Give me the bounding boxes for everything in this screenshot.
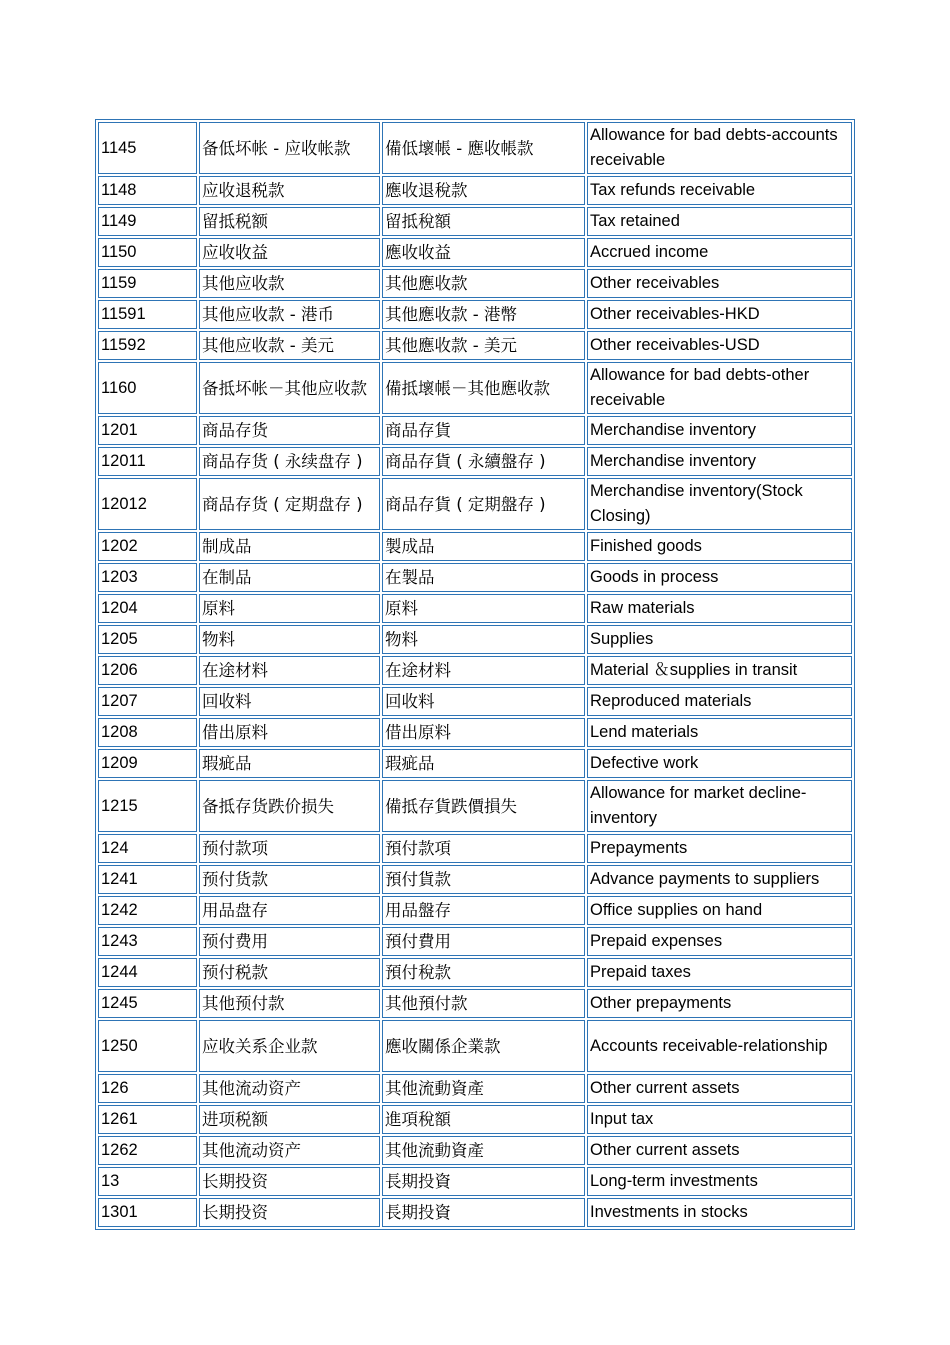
english-name-cell: Accounts receivable-relationship bbox=[587, 1020, 852, 1072]
english-name-cell: Prepaid expenses bbox=[587, 927, 852, 956]
account-code-cell: 1209 bbox=[98, 749, 197, 778]
traditional-chinese-name-cell: 商品存貨 ( 永續盤存 ) bbox=[382, 447, 585, 476]
traditional-chinese-name-cell: 回收料 bbox=[382, 687, 585, 716]
english-name-cell: Merchandise inventory bbox=[587, 447, 852, 476]
simplified-chinese-name-cell: 在途材料 bbox=[199, 656, 380, 685]
traditional-chinese-name-cell: 在途材料 bbox=[382, 656, 585, 685]
simplified-chinese-name-cell: 预付费用 bbox=[199, 927, 380, 956]
table-row bbox=[98, 1167, 852, 1196]
account-code-cell: 126 bbox=[98, 1074, 197, 1103]
account-code-cell: 1215 bbox=[98, 780, 197, 832]
english-name-cell: Allowance for bad debts-other receivable bbox=[587, 362, 852, 414]
table-row bbox=[98, 176, 852, 205]
english-name-cell: Reproduced materials bbox=[587, 687, 852, 716]
account-code-cell: 1206 bbox=[98, 656, 197, 685]
traditional-chinese-name-cell: 預付稅款 bbox=[382, 958, 585, 987]
simplified-chinese-name-cell: 商品存货 bbox=[199, 416, 380, 445]
account-code-cell: 12011 bbox=[98, 447, 197, 476]
table-row bbox=[98, 238, 852, 267]
account-code-cell: 12012 bbox=[98, 478, 197, 530]
english-name-cell: Raw materials bbox=[587, 594, 852, 623]
english-name-cell: Other receivables bbox=[587, 269, 852, 298]
english-name-cell: Prepayments bbox=[587, 834, 852, 863]
simplified-chinese-name-cell: 留抵税额 bbox=[199, 207, 380, 236]
english-name-cell: Accrued income bbox=[587, 238, 852, 267]
traditional-chinese-name-cell: 商品存貨 ( 定期盤存 ) bbox=[382, 478, 585, 530]
account-code-cell: 1245 bbox=[98, 989, 197, 1018]
table-row bbox=[98, 1198, 852, 1227]
table-row bbox=[98, 594, 852, 623]
traditional-chinese-name-cell: 用品盤存 bbox=[382, 896, 585, 925]
simplified-chinese-name-cell: 回收料 bbox=[199, 687, 380, 716]
table-row bbox=[98, 927, 852, 956]
account-code-cell: 1205 bbox=[98, 625, 197, 654]
traditional-chinese-name-cell: 物料 bbox=[382, 625, 585, 654]
table-row bbox=[98, 122, 852, 174]
english-name-cell: Other current assets bbox=[587, 1136, 852, 1165]
traditional-chinese-name-cell: 瑕疵品 bbox=[382, 749, 585, 778]
simplified-chinese-name-cell: 其他流动资产 bbox=[199, 1136, 380, 1165]
english-name-cell: Input tax bbox=[587, 1105, 852, 1134]
account-code-cell: 1145 bbox=[98, 122, 197, 174]
traditional-chinese-name-cell: 應收關係企業款 bbox=[382, 1020, 585, 1072]
account-code-cell: 1250 bbox=[98, 1020, 197, 1072]
traditional-chinese-name-cell: 其他流動資產 bbox=[382, 1136, 585, 1165]
english-name-cell: Merchandise inventory(Stock Closing) bbox=[587, 478, 852, 530]
table-row bbox=[98, 865, 852, 894]
simplified-chinese-name-cell: 其他预付款 bbox=[199, 989, 380, 1018]
english-name-cell: Other receivables-HKD bbox=[587, 300, 852, 329]
english-name-cell: Office supplies on hand bbox=[587, 896, 852, 925]
traditional-chinese-name-cell: 其他應收款 - 美元 bbox=[382, 331, 585, 360]
english-name-cell: Allowance for bad debts-accounts receivable bbox=[587, 122, 852, 174]
simplified-chinese-name-cell: 预付货款 bbox=[199, 865, 380, 894]
table-row bbox=[98, 1020, 852, 1072]
simplified-chinese-name-cell: 长期投资 bbox=[199, 1198, 380, 1227]
english-name-cell: Tax retained bbox=[587, 207, 852, 236]
traditional-chinese-name-cell: 商品存貨 bbox=[382, 416, 585, 445]
table-row bbox=[98, 718, 852, 747]
simplified-chinese-name-cell: 预付税款 bbox=[199, 958, 380, 987]
account-code-cell: 1159 bbox=[98, 269, 197, 298]
simplified-chinese-name-cell: 备抵坏帐－其他应收款 bbox=[199, 362, 380, 414]
table-row bbox=[98, 447, 852, 476]
table-row bbox=[98, 532, 852, 561]
english-name-cell: Other current assets bbox=[587, 1074, 852, 1103]
traditional-chinese-name-cell: 借出原料 bbox=[382, 718, 585, 747]
simplified-chinese-name-cell: 其他应收款 - 港币 bbox=[199, 300, 380, 329]
table-row bbox=[98, 331, 852, 360]
traditional-chinese-name-cell: 進項稅額 bbox=[382, 1105, 585, 1134]
traditional-chinese-name-cell: 預付款項 bbox=[382, 834, 585, 863]
table-row bbox=[98, 269, 852, 298]
table-body bbox=[98, 122, 852, 1227]
english-name-cell: Merchandise inventory bbox=[587, 416, 852, 445]
simplified-chinese-name-cell: 其他应收款 - 美元 bbox=[199, 331, 380, 360]
english-name-cell: Other prepayments bbox=[587, 989, 852, 1018]
english-name-cell: Material ＆supplies in transit bbox=[587, 656, 852, 685]
table-row bbox=[98, 478, 852, 530]
english-name-cell: Defective work bbox=[587, 749, 852, 778]
table-row bbox=[98, 1136, 852, 1165]
account-code-cell: 1241 bbox=[98, 865, 197, 894]
simplified-chinese-name-cell: 商品存货 ( 永续盘存 ) bbox=[199, 447, 380, 476]
table-row bbox=[98, 896, 852, 925]
simplified-chinese-name-cell: 长期投资 bbox=[199, 1167, 380, 1196]
traditional-chinese-name-cell: 其他應收款 - 港幣 bbox=[382, 300, 585, 329]
table-row bbox=[98, 362, 852, 414]
account-code-cell: 1243 bbox=[98, 927, 197, 956]
traditional-chinese-name-cell: 在製品 bbox=[382, 563, 585, 592]
account-code-cell: 1148 bbox=[98, 176, 197, 205]
table-row bbox=[98, 656, 852, 685]
traditional-chinese-name-cell: 長期投資 bbox=[382, 1167, 585, 1196]
english-name-cell: Finished goods bbox=[587, 532, 852, 561]
simplified-chinese-name-cell: 原料 bbox=[199, 594, 380, 623]
english-name-cell: Lend materials bbox=[587, 718, 852, 747]
account-code-cell: 1261 bbox=[98, 1105, 197, 1134]
account-code-cell: 13 bbox=[98, 1167, 197, 1196]
account-code-cell: 1201 bbox=[98, 416, 197, 445]
simplified-chinese-name-cell: 备低坏帐 - 应收帐款 bbox=[199, 122, 380, 174]
simplified-chinese-name-cell: 其他流动资产 bbox=[199, 1074, 380, 1103]
account-code-cell: 1203 bbox=[98, 563, 197, 592]
english-name-cell: Investments in stocks bbox=[587, 1198, 852, 1227]
account-code-cell: 1208 bbox=[98, 718, 197, 747]
english-name-cell: Advance payments to suppliers bbox=[587, 865, 852, 894]
traditional-chinese-name-cell: 其他應收款 bbox=[382, 269, 585, 298]
simplified-chinese-name-cell: 物料 bbox=[199, 625, 380, 654]
table-row bbox=[98, 207, 852, 236]
account-code-cell: 1150 bbox=[98, 238, 197, 267]
account-code-cell: 1160 bbox=[98, 362, 197, 414]
account-code-cell: 1244 bbox=[98, 958, 197, 987]
english-name-cell: Allowance for market decline-inventory bbox=[587, 780, 852, 832]
simplified-chinese-name-cell: 应收关系企业款 bbox=[199, 1020, 380, 1072]
account-code-cell: 1204 bbox=[98, 594, 197, 623]
simplified-chinese-name-cell: 制成品 bbox=[199, 532, 380, 561]
account-code-cell: 124 bbox=[98, 834, 197, 863]
english-name-cell: Tax refunds receivable bbox=[587, 176, 852, 205]
traditional-chinese-name-cell: 其他流動資產 bbox=[382, 1074, 585, 1103]
simplified-chinese-name-cell: 应收退税款 bbox=[199, 176, 380, 205]
account-code-cell: 11592 bbox=[98, 331, 197, 360]
english-name-cell: Supplies bbox=[587, 625, 852, 654]
traditional-chinese-name-cell: 備低壞帳 - 應收帳款 bbox=[382, 122, 585, 174]
english-name-cell: Prepaid taxes bbox=[587, 958, 852, 987]
account-code-cell: 1301 bbox=[98, 1198, 197, 1227]
traditional-chinese-name-cell: 應收收益 bbox=[382, 238, 585, 267]
traditional-chinese-name-cell: 長期投資 bbox=[382, 1198, 585, 1227]
traditional-chinese-name-cell: 預付貨款 bbox=[382, 865, 585, 894]
table-row bbox=[98, 834, 852, 863]
english-name-cell: Other receivables-USD bbox=[587, 331, 852, 360]
table-row bbox=[98, 958, 852, 987]
account-code-cell: 1242 bbox=[98, 896, 197, 925]
table-row bbox=[98, 1074, 852, 1103]
table-row bbox=[98, 563, 852, 592]
account-code-cell: 1207 bbox=[98, 687, 197, 716]
table-row bbox=[98, 749, 852, 778]
traditional-chinese-name-cell: 備抵存貨跌價損失 bbox=[382, 780, 585, 832]
account-code-cell: 11591 bbox=[98, 300, 197, 329]
traditional-chinese-name-cell: 留抵稅額 bbox=[382, 207, 585, 236]
simplified-chinese-name-cell: 在制品 bbox=[199, 563, 380, 592]
table-row bbox=[98, 687, 852, 716]
table-row bbox=[98, 300, 852, 329]
traditional-chinese-name-cell: 應收退稅款 bbox=[382, 176, 585, 205]
traditional-chinese-name-cell: 原料 bbox=[382, 594, 585, 623]
table-row bbox=[98, 989, 852, 1018]
table-row bbox=[98, 625, 852, 654]
simplified-chinese-name-cell: 用品盘存 bbox=[199, 896, 380, 925]
traditional-chinese-name-cell: 其他預付款 bbox=[382, 989, 585, 1018]
simplified-chinese-name-cell: 应收收益 bbox=[199, 238, 380, 267]
chart-of-accounts-table bbox=[95, 119, 855, 1230]
english-name-cell: Long-term investments bbox=[587, 1167, 852, 1196]
simplified-chinese-name-cell: 其他应收款 bbox=[199, 269, 380, 298]
table-row bbox=[98, 416, 852, 445]
simplified-chinese-name-cell: 预付款项 bbox=[199, 834, 380, 863]
simplified-chinese-name-cell: 借出原料 bbox=[199, 718, 380, 747]
english-name-cell: Goods in process bbox=[587, 563, 852, 592]
traditional-chinese-name-cell: 備抵壞帳－其他應收款 bbox=[382, 362, 585, 414]
table-row bbox=[98, 780, 852, 832]
table-row bbox=[98, 1105, 852, 1134]
traditional-chinese-name-cell: 預付費用 bbox=[382, 927, 585, 956]
account-code-cell: 1262 bbox=[98, 1136, 197, 1165]
simplified-chinese-name-cell: 进项税额 bbox=[199, 1105, 380, 1134]
account-code-cell: 1149 bbox=[98, 207, 197, 236]
traditional-chinese-name-cell: 製成品 bbox=[382, 532, 585, 561]
simplified-chinese-name-cell: 商品存货 ( 定期盘存 ) bbox=[199, 478, 380, 530]
simplified-chinese-name-cell: 备抵存货跌价损失 bbox=[199, 780, 380, 832]
account-code-cell: 1202 bbox=[98, 532, 197, 561]
simplified-chinese-name-cell: 瑕疵品 bbox=[199, 749, 380, 778]
